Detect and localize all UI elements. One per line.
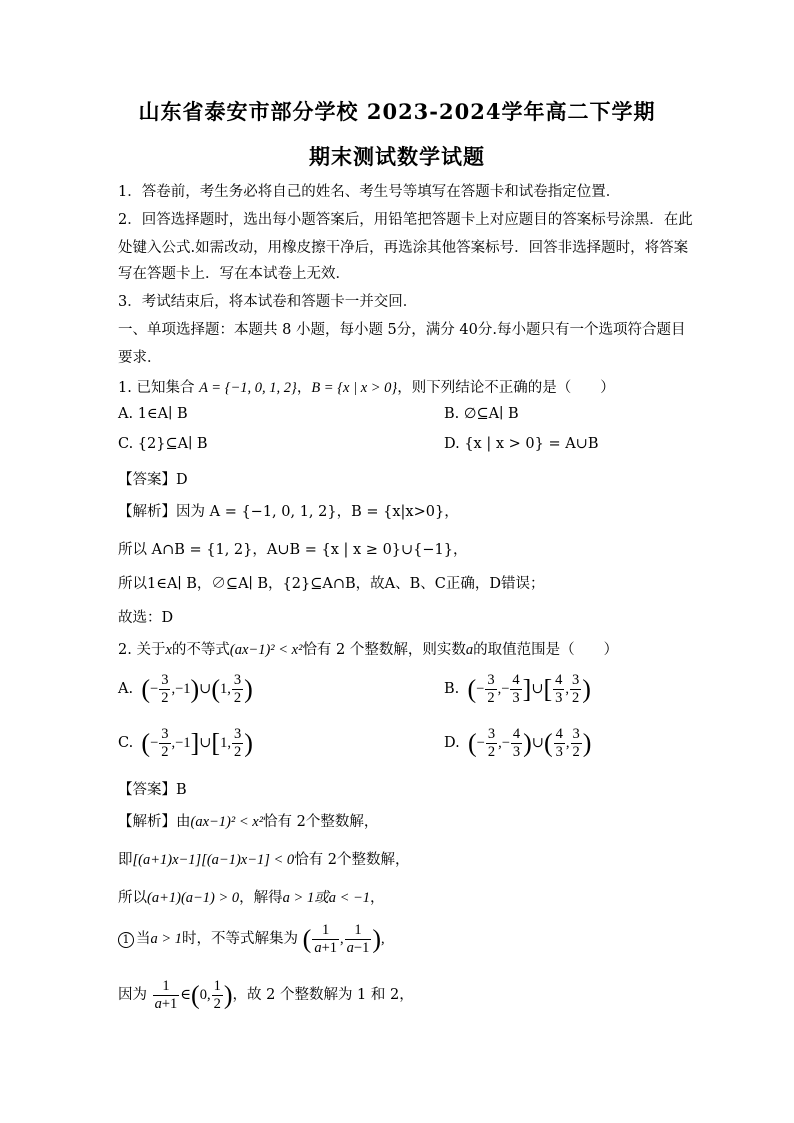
q2-sol-1-text: 【解析】由 <box>118 814 191 830</box>
q2-option-d-label: D. <box>444 734 460 751</box>
q1-solution-3: 所以1∈A∣ B，∅⊆A∣ B，{2}⊆A∩B，故A、B、C正确，D错误； <box>118 576 545 592</box>
exam-title-line1: 山东省泰安市部分学校 2023-2024学年高二下学期 <box>138 99 656 124</box>
section-heading-cont: 要求． <box>118 350 162 366</box>
q1-solution-2: 所以 A∩B = {1, 2}，A∪B = {x | x ≥ 0}∪{−1}， <box>118 542 468 558</box>
q1-set-a: A = {−1, 0, 1, 2} <box>199 380 297 396</box>
q2-solution-1 <box>118 810 378 831</box>
q2-sol-5-tail: ，故 2 个整数解为 1 和 2， <box>232 986 414 1003</box>
q2-option-a-label: A. <box>118 680 134 697</box>
q1-option-d: D. {x | x > 0} = A∪B <box>444 436 599 452</box>
q1-solution-1: 【解析】因为 A = {−1, 0, 1, 2}，B = {x|x>0}， <box>118 504 459 520</box>
q2-solution-3 <box>118 886 385 907</box>
q2-solution-5: 因为 $\frac{1}{a+1}$ ∈(0, $\frac{1}{2}$ )，故 2 个整数解为 1 和 2， <box>118 978 414 1012</box>
q1-stem-text: 1. 已知集合 <box>118 380 200 396</box>
q1-option-a: A. 1∈A∣ B <box>118 406 188 422</box>
q2-option-d: D. (− $\frac{3}{2}$ ,− $\frac{4}{3}$ )∪( $\frac{4}{3}$ , $\frac{3}{2}$ ) <box>444 726 592 760</box>
q1-stem-tail: ，则下列结论不正确的是（ ） <box>397 380 615 396</box>
q2-sol-4-math: a > 1 <box>150 930 183 947</box>
q2-stem-tail: 的取值范围是（ ） <box>473 642 619 658</box>
q2-sol-2-text: 即 <box>118 852 133 868</box>
q1-stem <box>118 376 615 397</box>
q1-option-c: C. {2}⊆A∣ B <box>118 436 208 452</box>
q2-option-c-label: C. <box>118 734 134 751</box>
instruction-2-end: 写在答题卡上．写在本试卷上无效． <box>118 266 350 282</box>
q2-sol-3-text: 所以 <box>118 890 147 906</box>
q1-sep: ， <box>296 380 312 396</box>
q2-sol-3-math: (a+1)(a−1) > 0 <box>147 890 240 906</box>
q2-solution-2 <box>118 848 410 869</box>
q2-solution-4: 1 当a > 1时，不等式解集为 ( $\frac{1}{a+1}$ , $\frac{1}{a-1}$ ), <box>118 922 385 957</box>
q2-stem <box>118 638 618 659</box>
q2-sol-2-tail: 恰有 2个整数解， <box>294 852 410 868</box>
q2-sol-1-math: (ax−1)² < x² <box>190 814 264 830</box>
instruction-2-cont: 处键入公式.如需改动，用橡皮擦干净后，再选涂其他答案标号．回答非选择题时，将答案 <box>118 240 689 256</box>
q2-var-x: x <box>165 642 172 658</box>
q2-inequality: (ax−1)² < x² <box>229 642 303 658</box>
q2-option-b-label: B. <box>444 680 460 697</box>
q1-answer: 【答案】D <box>118 472 188 488</box>
q2-sol-3-mid: ，解得 <box>239 890 283 906</box>
q2-option-c: C. (− $\frac{3}{2}$ ,−1]∪[1, $\frac{3}{2}$ ) <box>118 726 253 760</box>
q2-sol-4-mid: 时，不等式解集为 <box>182 930 299 947</box>
q2-stem-text-3: 恰有 2 个整数解，则实数 <box>302 642 466 658</box>
q2-sol-3-math2: a > 1或a < −1 <box>282 890 371 906</box>
q2-stem-text-2: 的不等式 <box>171 642 230 658</box>
q2-option-b: B. (− $\frac{3}{2}$ ,− $\frac{4}{3}$ ]∪[ $\frac{4}{3}$ , $\frac{3}{2}$ ) <box>444 672 591 706</box>
q1-option-b: B. ∅⊆A∣ B <box>444 406 519 422</box>
q2-stem-text: 2. 关于 <box>118 642 166 658</box>
q1-solution-4: 故选：D <box>118 610 174 626</box>
q1-set-b: B = {x | x > 0} <box>311 380 398 396</box>
circled-number: 1 <box>118 932 134 948</box>
section-heading: 一、单项选择题：本题共 8 小题，每小题 5分，满分 40分.每小题只有一个选项符合题目 <box>118 322 686 338</box>
instruction-1: 1．答卷前，考生务必将自己的姓名、考生号等填写在答题卡和试卷指定位置． <box>118 184 621 200</box>
q2-option-a: A. (− $\frac{3}{2}$ ,−1)∪(1, $\frac{3}{2}$ ) <box>118 672 253 706</box>
q2-sol-3-tail: ， <box>370 890 385 906</box>
exam-title-line2: 期末测试数学试题 <box>309 144 485 169</box>
q2-var-a: a <box>465 642 474 658</box>
instruction-3: 3．考试结束后，将本试卷和答题卡一并交回． <box>118 294 418 310</box>
q2-sol-1-tail: 恰有 2个整数解， <box>263 814 379 830</box>
q2-sol-4-text: 当 <box>136 930 151 947</box>
q2-sol-5-text: 因为 <box>118 986 147 1003</box>
instruction-2: 2．回答选择题时，选出每小题答案后，用铅笔把答题卡上对应题目的答案标号涂黑．在此 <box>118 212 693 228</box>
q2-answer: 【答案】B <box>118 782 187 798</box>
q2-sol-2-math: [(a+1)x−1][(a−1)x−1] < 0 <box>132 852 295 868</box>
